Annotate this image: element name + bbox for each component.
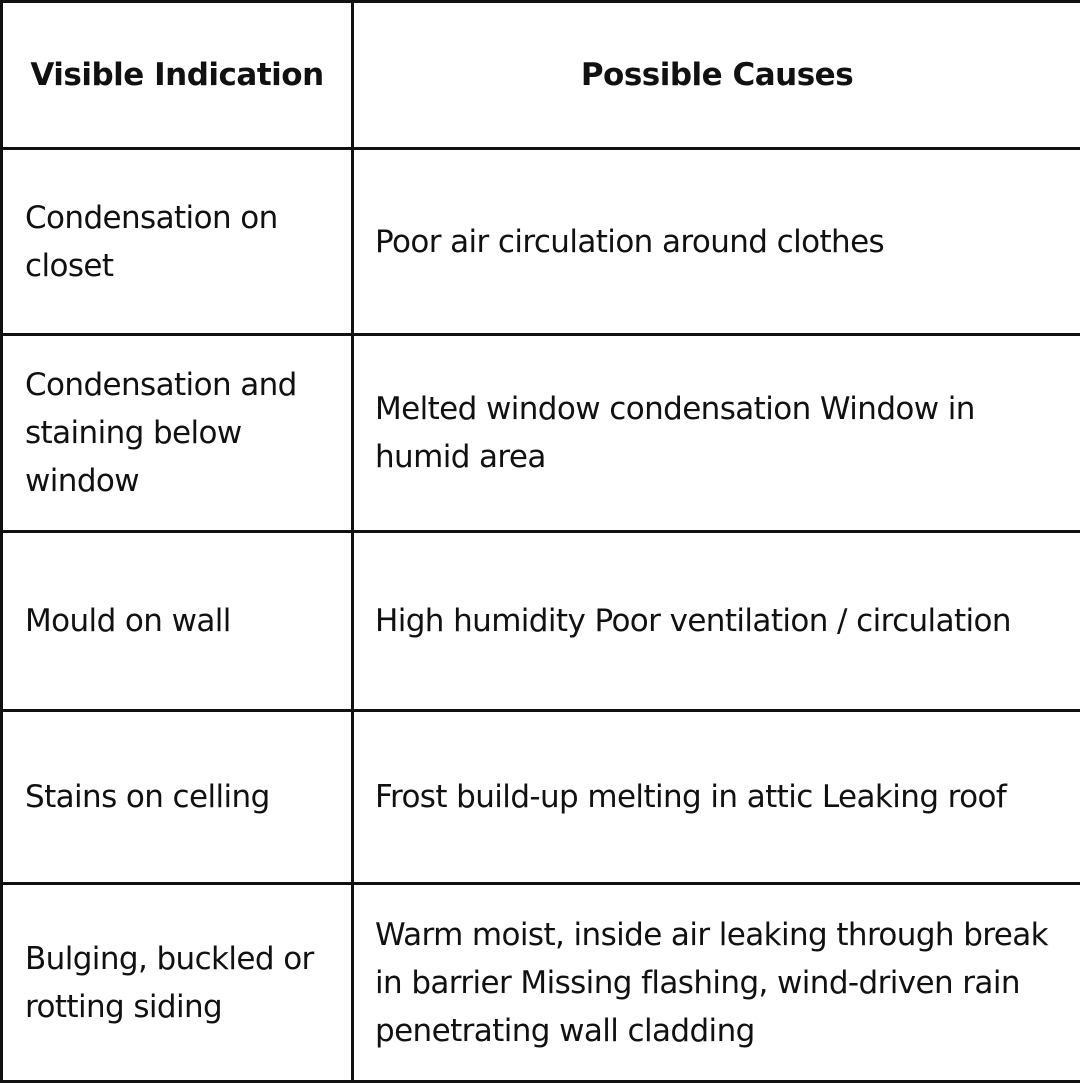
table-row [2, 335, 1080, 532]
table-row [2, 149, 1080, 335]
indication-cell: Stains on celling [2, 711, 353, 884]
causes-cell: High humidity Poor ventilation / circulation [353, 532, 1080, 711]
visible-indication-header: Visible Indication [2, 2, 353, 149]
header-row [2, 2, 1080, 149]
possible-causes-header: Possible Causes [353, 2, 1080, 149]
table-header [2, 2, 1080, 149]
indication-cell: Condensation on closet [2, 149, 353, 335]
causes-cell: Melted window condensation Window in humid area [353, 335, 1080, 532]
causes-cell: Poor air circulation around clothes [353, 149, 1080, 335]
indication-cell: Bulging, buckled or rotting siding [2, 884, 353, 1082]
table-row [2, 532, 1080, 711]
table-row [2, 711, 1080, 884]
causes-cell: Frost build-up melting in attic Leaking roof [353, 711, 1080, 884]
causes-cell: Warm moist, inside air leaking through break in barrier Missing flashing, wind-driven rain penetrating wall cladding [353, 884, 1080, 1082]
indication-cell: Condensation and staining below window [2, 335, 353, 532]
table-row [2, 884, 1080, 1082]
table-body [2, 149, 1080, 1082]
indication-cell: Mould on wall [2, 532, 353, 711]
